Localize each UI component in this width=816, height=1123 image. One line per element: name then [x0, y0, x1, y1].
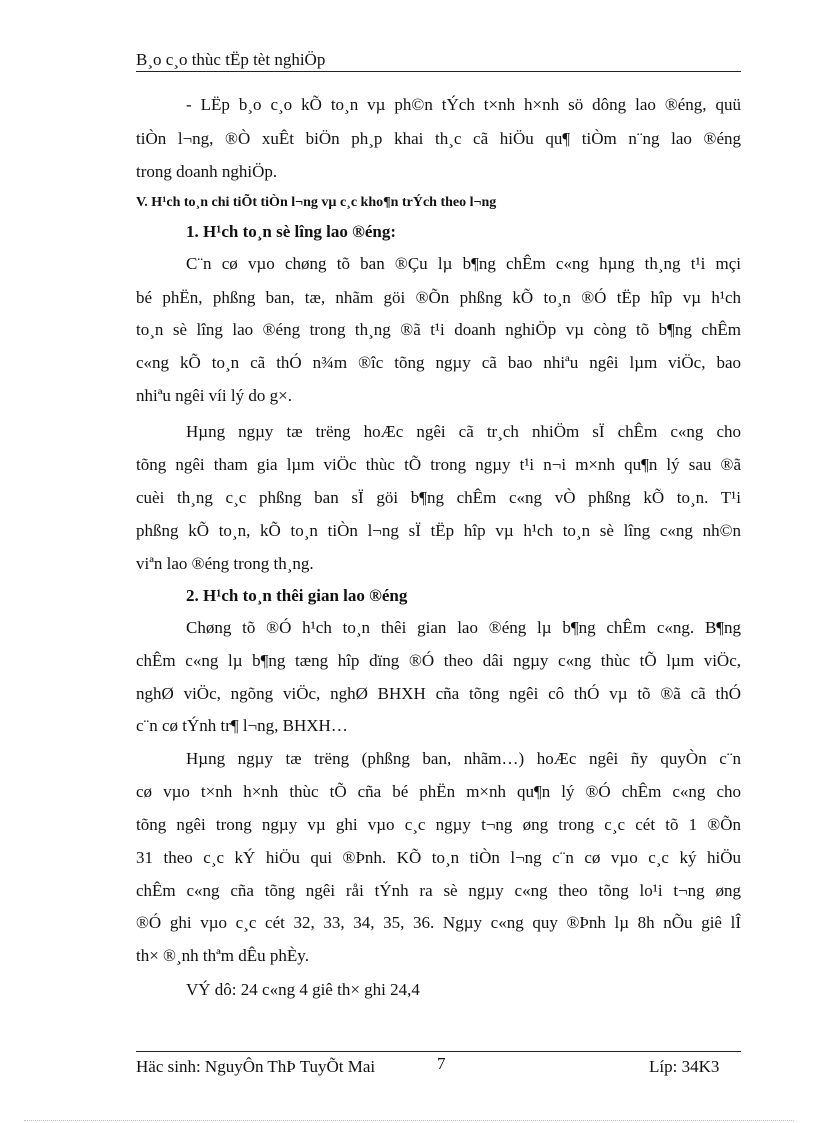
body-line: nhiªu ngêi víi lý do g×. [136, 386, 292, 405]
body-line: cuèi th¸ng c¸c phßng ban sÏ göi b¶ng chÊm c«ng vÒ phßng kÕ to¸n. T¹i [136, 488, 741, 507]
body-line: Hµng ngµy tæ trëng (phßng ban, nhãm…) hoÆc ngêi ñy quyÒn c¨n [186, 749, 741, 768]
body-line: bé phËn, phßng ban, tæ, nhãm göi ®Õn phßng kÕ to¸n ®Ó tËp hîp vµ h¹ch [136, 288, 741, 307]
footer-rule [136, 1051, 741, 1052]
body-line: tõng ngêi tham gia lµm viÖc thùc tÕ trong ngµy t¹i n¬i m×nh qu¶n lý sau ®ã [136, 455, 741, 474]
body-line: th× ®¸nh thªm dÊu phÈy. [136, 946, 309, 965]
body-line: trong doanh nghiÖp. [136, 162, 278, 181]
body-line: chÊm c«ng lµ b¶ng tæng hîp dïng ®Ó theo dâi ngµy c«ng thùc tÕ lµm viÖc, [136, 651, 741, 670]
body-line: c¨n cø tÝnh tr¶ l¬ng, BHXH… [136, 716, 348, 735]
body-line: nghØ viÖc, ngõng viÖc, nghØ BHXH cña tõng ngêi cô thÓ vµ tõ ®ã cã thÓ [136, 684, 741, 703]
footer-student: Häc sinh: NguyÔn ThÞ TuyÕt Mai [136, 1057, 376, 1076]
body-line: ®Ó ghi vµo c¸c cét 32, 33, 34, 35, 36. Ngµy c«ng quy ®Þnh lµ 8h nÕu giê lÎ [136, 913, 741, 932]
body-line: C¨n cø vµo chøng tõ ban ®Çu lµ b¶ng chÊm c«ng hµng th¸ng t¹i mçi [186, 254, 741, 273]
footer-class: Líp: 34K3 [649, 1057, 720, 1076]
body-line: phßng kÕ to¸n, kÕ to¸n tiÒn l¬ng sÏ tËp hîp vµ h¹ch to¸n sè lîng c«ng nh©n [136, 521, 741, 540]
body-line: viªn lao ®éng trong th¸ng. [136, 554, 314, 573]
body-line: to¸n sè lîng lao ®éng trong th¸ng ®ã t¹i doanh nghiÖp vµ còng tõ b¶ng chÊm [136, 320, 741, 339]
subheading: 2. H¹ch to¸n thêi gian lao ®éng [186, 586, 408, 605]
body-line: - LËp b¸o c¸o kÕ to¸n vµ ph©n tÝch t×nh h×nh sö dông lao ®éng, quü [186, 95, 741, 114]
body-line: cø vµo t×nh h×nh thùc tÕ cña bé phËn m×nh qu¶n lý ®Ó chÊm c«ng cho [136, 782, 741, 801]
header-rule [136, 71, 741, 72]
section-heading: V. H¹ch to¸n chi tiÕt tiÒn l¬ng vµ c¸c kho¶n trÝch theo l¬ng [136, 195, 497, 210]
page-edge [24, 1120, 794, 1121]
subheading: 1. H¹ch to¸n sè lîng lao ®éng: [186, 222, 396, 241]
body-line: Chøng tõ ®Ó h¹ch to¸n thêi gian lao ®éng lµ b¶ng chÊm c«ng. B¶ng [186, 618, 741, 637]
example-line: VÝ dô: 24 c«ng 4 giê th× ghi 24,4 [186, 980, 420, 999]
header-title: B¸o c¸o thùc tËp tèt nghiÖp [136, 50, 326, 69]
body-line: 31 theo c¸c kÝ hiÖu qui ®Þnh. KÕ to¸n tiÒn l¬ng c¨n cø vµo c¸c ký hiÖu [136, 848, 741, 867]
body-line: Hµng ngµy tæ trëng hoÆc ngêi cã tr¸ch nhiÖm sÏ chÊm c«ng cho [186, 422, 741, 441]
page-number: 7 [437, 1054, 446, 1073]
body-line: tõng ngêi trong ngµy vµ ghi vµo c¸c ngµy t¬ng øng trong c¸c cét tõ 1 ®Õn [136, 815, 741, 834]
body-line: tiÒn l¬ng, ®Ò xuÊt biÖn ph¸p khai th¸c cã hiÖu qu¶ tiÒm n¨ng lao ®éng [136, 129, 741, 148]
body-line: c«ng kÕ to¸n cã thÓ n¾m ®îc tõng ngµy cã bao nhiªu ngêi lµm viÖc, bao [136, 353, 741, 372]
body-line: chÊm c«ng cña tõng ngêi råi tÝnh ra sè ngµy c«ng theo tõng lo¹i t¬ng øng [136, 881, 741, 900]
